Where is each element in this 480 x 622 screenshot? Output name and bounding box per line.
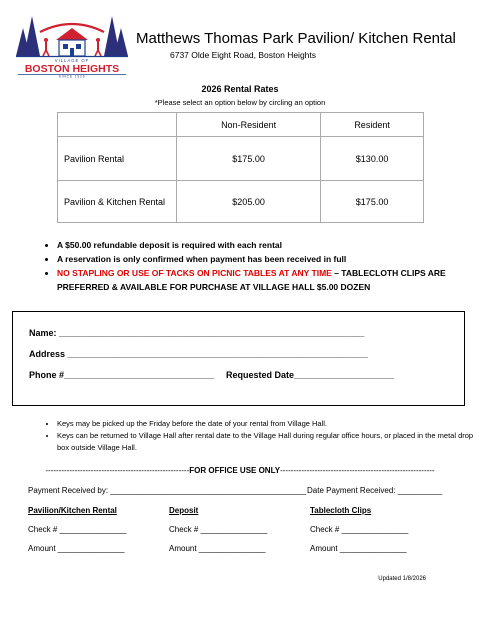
clips-check-field[interactable]: Check # _______________ xyxy=(310,525,409,534)
logo-since: SINCE 1926 xyxy=(58,74,86,78)
deposit-amount-field[interactable]: Amount _______________ xyxy=(169,544,266,553)
rental-rules-list xyxy=(40,238,477,294)
updated-date: Updated 1/8/2026 xyxy=(378,576,426,582)
office-use-divider xyxy=(0,466,480,475)
keys-info-list xyxy=(40,418,477,454)
rates-header-row xyxy=(58,113,424,137)
rate-label[interactable]: Pavilion & Kitchen Rental xyxy=(58,181,177,223)
renter-form-box xyxy=(12,311,465,406)
rates-header-empty xyxy=(58,113,177,137)
date-payment-received-field[interactable]: Date Payment Received: __________ xyxy=(307,486,443,495)
tablecloth-clips-heading: Tablecloth Clips xyxy=(310,506,372,515)
requested-date-field[interactable]: Requested Date____________________ xyxy=(226,370,395,380)
office-dashes-right: ---------------------------------------------------------- xyxy=(280,466,435,475)
address-field[interactable]: Address ____________________________________________________________ xyxy=(29,349,368,359)
rates-title: 2026 Rental Rates xyxy=(201,84,279,94)
name-field[interactable]: Name: _____________________________________________________________ xyxy=(29,328,365,338)
table-row xyxy=(58,181,424,223)
deposit-check-field[interactable]: Check # _______________ xyxy=(169,525,268,534)
clips-amount-field[interactable]: Amount _______________ xyxy=(310,544,407,553)
office-dashes-left: ------------------------------------------------------ xyxy=(45,466,190,475)
rate-resident[interactable]: $130.00 xyxy=(321,137,424,181)
payment-received-field[interactable]: Payment Received by: ____________________________________________ xyxy=(28,486,307,495)
park-address: 6737 Olde Eight Road, Boston Heights xyxy=(170,50,317,60)
deposit-heading: Deposit xyxy=(169,506,199,515)
keys-pickup: • Keys may be picked up the Friday before the date of your rental from Village Hall. xyxy=(57,418,477,430)
rates-table xyxy=(57,112,424,223)
rates-header-non-resident: Non-Resident xyxy=(177,113,321,137)
phone-field[interactable]: Phone #______________________________ xyxy=(29,370,215,380)
rule-confirmation: • A reservation is only confirmed when payment has been received in full xyxy=(57,252,477,266)
logo-top-text: VILLAGE OF xyxy=(54,58,90,63)
logo-name: BOSTON HEIGHTS xyxy=(24,63,120,75)
rates-note: *Please select an option below by circling an option xyxy=(154,98,326,107)
rate-label[interactable]: Pavilion Rental xyxy=(58,137,177,181)
rate-non-resident[interactable]: $175.00 xyxy=(177,137,321,181)
village-logo xyxy=(14,10,130,78)
village-logo-graphic xyxy=(14,10,130,78)
table-row xyxy=(58,137,424,181)
keys-return: • Keys can be returned to Village Hall after rental date to the Village Hall during regular office hours, or placed in the metal drop box outside Village Hall. xyxy=(57,430,477,454)
rule-warning-red: NO STAPLING OR USE OF TACKS ON PICNIC TABLES AT ANY TIME xyxy=(57,268,332,278)
rates-header-resident: Resident xyxy=(321,113,424,137)
rate-resident[interactable]: $175.00 xyxy=(321,181,424,223)
pavilion-amount-field[interactable]: Amount _______________ xyxy=(28,544,125,553)
rule-tablecloth xyxy=(57,266,477,294)
rate-non-resident[interactable]: $205.00 xyxy=(177,181,321,223)
pavilion-kitchen-heading: Pavilion/Kitchen Rental xyxy=(28,506,117,515)
rule-deposit: • A $50.00 refundable deposit is required with each rental xyxy=(57,238,477,252)
pavilion-check-field[interactable]: Check # _______________ xyxy=(28,525,127,534)
office-use-label: FOR OFFICE USE ONLY xyxy=(189,466,281,475)
rule-warning-rest: – TABLECLOTH CLIPS ARE PREFERRED & AVAILABLE FOR PURCHASE AT VILLAGE HALL $5.00 DOZEN xyxy=(57,268,446,292)
page-title: Matthews Thomas Park Pavilion/ Kitchen Rental xyxy=(136,30,456,47)
